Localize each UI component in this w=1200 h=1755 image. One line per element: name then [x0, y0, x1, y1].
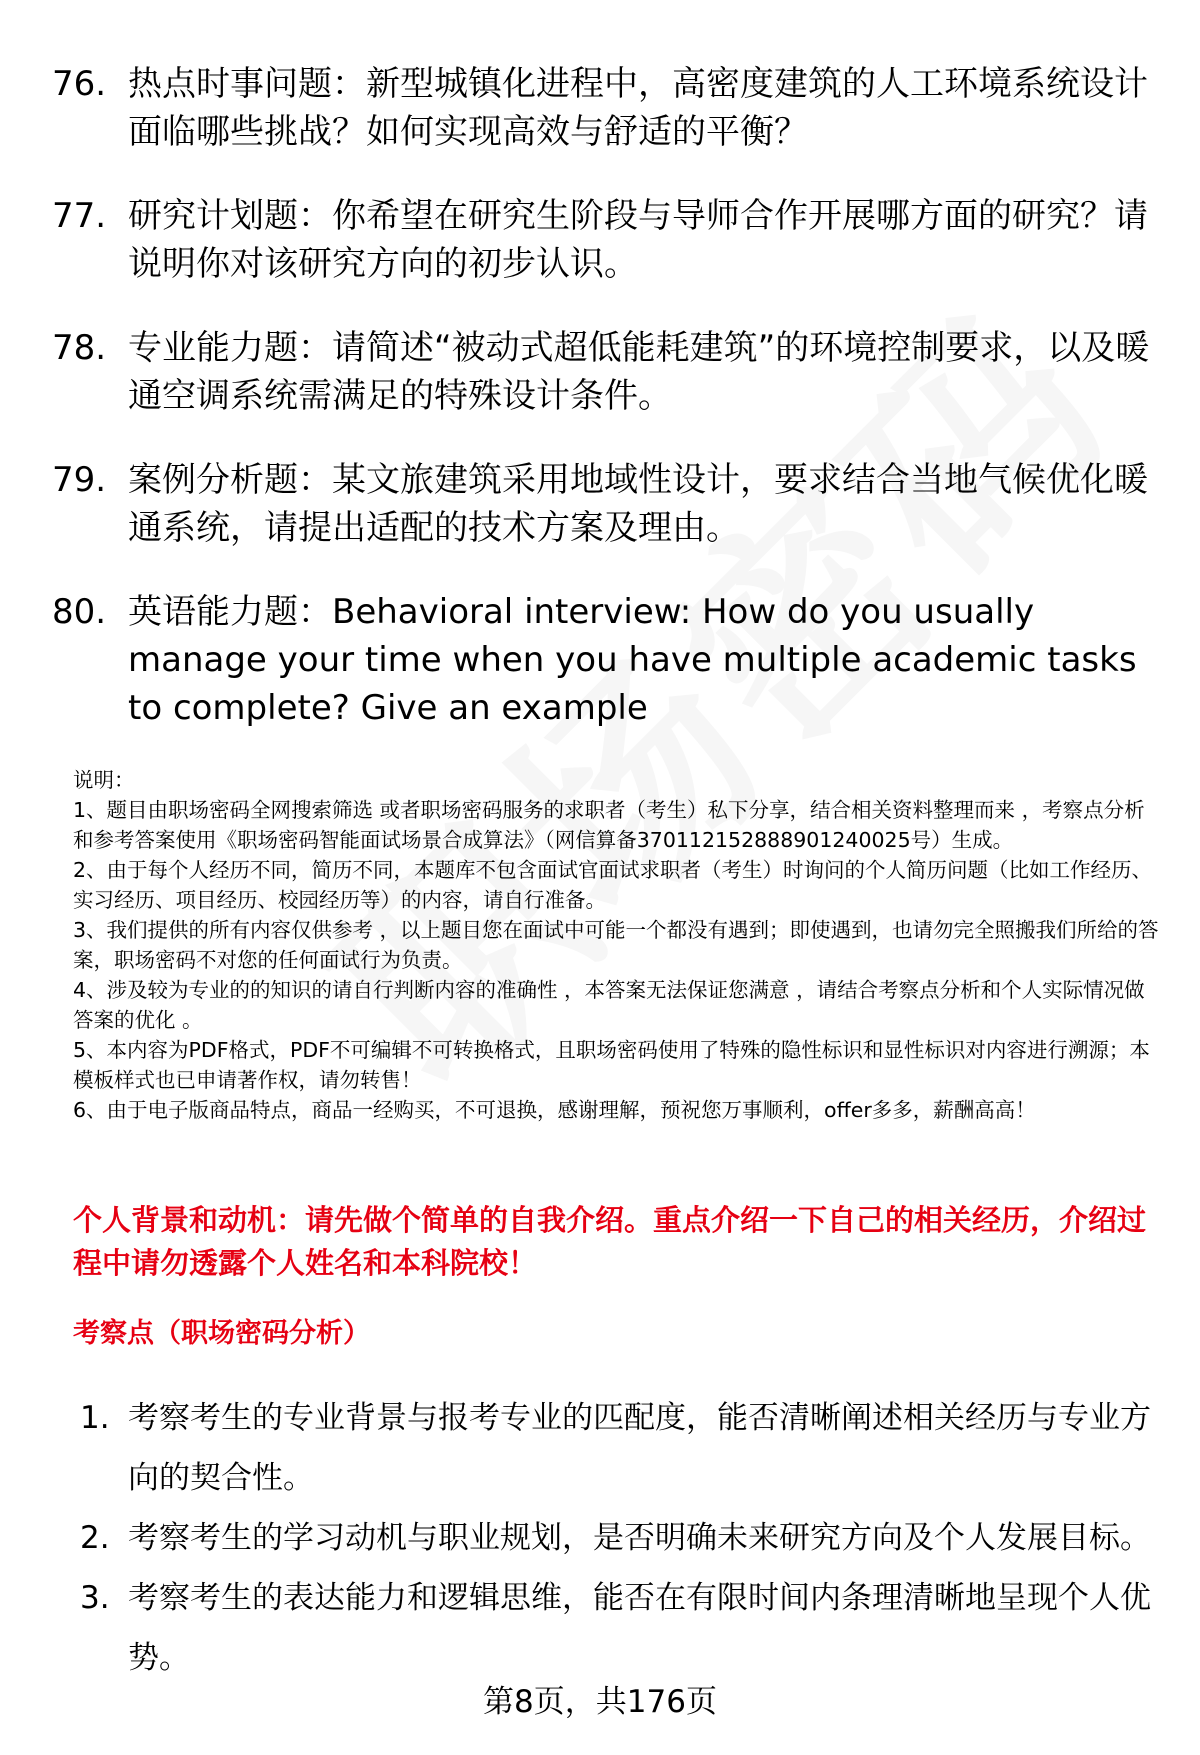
question-number: 77.: [52, 196, 107, 236]
points-list: [80, 1388, 1160, 1688]
point-item: [80, 1568, 1160, 1688]
point-text: 考察考生的学习动机与职业规划，是否明确未来研究方向及个人发展目标。: [128, 1520, 1151, 1556]
note-item: 5、本内容为PDF格式，PDF不可编辑不可转换格式，且职场密码使用了特殊的隐性标识和显性标识对内容进行溯源；本模板样式也已申请著作权，请勿转售！: [73, 1038, 1150, 1092]
question-item: [52, 588, 1152, 732]
question-list: [52, 60, 1152, 768]
notes-section: [73, 765, 1165, 1125]
question-text: 案例分析题：某文旅建筑采用地域性设计，要求结合当地气候优化暖通系统，请提出适配的技术方案及理由。: [128, 460, 1148, 548]
question-number: 78.: [52, 328, 107, 368]
note-item: 1、题目由职场密码全网搜索筛选 或者职场密码服务的求职者（考生）私下分享，结合相关资料整理而来 ，考察点分析和参考答案使用《职场密码智能面试场景合成算法》（网信算备370112152888901240025号）生成。: [73, 798, 1145, 852]
point-item: [80, 1388, 1160, 1508]
note-item: 4、涉及较为专业的的知识的请自行判断内容的准确性 ，本答案无法保证您满意 ，请结合考察点分析和个人实际情况做答案的优化 。: [73, 978, 1145, 1032]
page-footer: 第8页，共176页: [483, 1684, 717, 1720]
question-text: 热点时事问题：新型城镇化进程中，高密度建筑的人工环境系统设计面临哪些挑战？如何实现高效与舒适的平衡？: [128, 64, 1148, 152]
notes-title: 说明：: [73, 768, 135, 792]
question-text: 研究计划题：你希望在研究生阶段与导师合作开展哪方面的研究？请说明你对该研究方向的初步认识。: [128, 196, 1148, 284]
point-text: 考察考生的表达能力和逻辑思维，能否在有限时间内条理清晰地呈现个人优势。: [128, 1580, 1151, 1676]
note-item: 3、我们提供的所有内容仅供参考 ，以上题目您在面试中可能一个都没有遇到；即使遇到，也请勿完全照搬我们所给的答案，职场密码不对您的任何面试行为负责。: [73, 918, 1159, 972]
question-number: 79.: [52, 460, 107, 500]
note-item: 6、由于电子版商品特点，商品一经购买，不可退换，感谢理解，预祝您万事顺利，offer多多，薪酬高高！: [73, 1098, 1036, 1122]
point-text: 考察考生的专业背景与报考专业的匹配度，能否清晰阐述相关经历与专业方向的契合性。: [128, 1400, 1151, 1496]
point-number: 2.: [80, 1520, 110, 1556]
question-text: 英语能力题：Behavioral interview: How do you usually manage your time when you have multiple academic tasks to complete? Give an example: [128, 592, 1137, 728]
points-heading: 考察点（职场密码分析）: [73, 1318, 370, 1349]
note-item: 2、由于每个人经历不同，简历不同，本题库不包含面试官面试求职者（考生）时询问的个人简历问题（比如工作经历、实习经历、项目经历、校园经历等）的内容，请自行准备。: [73, 858, 1153, 912]
question-item: [52, 192, 1152, 288]
point-number: 3.: [80, 1580, 110, 1616]
question-number: 76.: [52, 64, 107, 104]
question-item: [52, 456, 1152, 552]
point-number: 1.: [80, 1400, 110, 1436]
featured-question: 个人背景和动机：请先做个简单的自我介绍。重点介绍一下自己的相关经历，介绍过程中请勿透露个人姓名和本科院校！: [73, 1203, 1147, 1280]
question-number: 80.: [52, 592, 107, 632]
question-item: [52, 60, 1152, 156]
question-item: [52, 324, 1152, 420]
question-text: 专业能力题：请简述“被动式超低能耗建筑”的环境控制要求，以及暖通空调系统需满足的特殊设计条件。: [128, 328, 1150, 416]
point-item: [80, 1508, 1160, 1568]
